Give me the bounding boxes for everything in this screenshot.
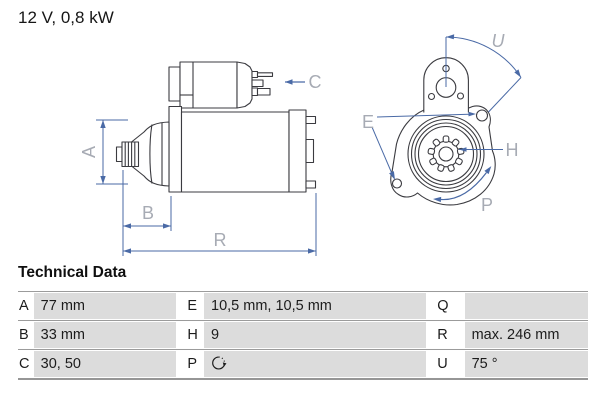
key-cell-q: Q — [426, 293, 464, 319]
terminal-mid — [252, 80, 263, 87]
table-divider — [18, 320, 588, 321]
dimension-c — [285, 79, 305, 84]
key-cell-u: U — [426, 351, 464, 377]
end-cap-tab-bottom — [306, 181, 316, 188]
value-cell-e: 10,5 mm, 10,5 mm — [204, 293, 426, 319]
column-gap — [176, 322, 188, 348]
table-bottom-border — [18, 378, 588, 380]
bolt-hole-upper-right — [477, 110, 488, 121]
key-cell-h: H — [187, 322, 204, 348]
dimension-a-label: A — [79, 145, 99, 159]
pinion-shaft-tip — [117, 147, 123, 162]
key-cell-c: C — [18, 351, 34, 377]
key-cell-p: P — [187, 351, 204, 377]
technical-data-table — [18, 291, 588, 380]
solenoid-body — [180, 62, 237, 108]
table-row — [18, 322, 588, 348]
end-cap-bump — [306, 140, 314, 163]
value-cell-r: max. 246 mm — [465, 322, 588, 348]
terminal-post — [252, 72, 258, 78]
end-view-drawing — [391, 58, 495, 205]
key-cell-e: E — [187, 293, 204, 319]
technical-data-heading: Technical Data — [18, 264, 127, 281]
dimension-r-label: R — [213, 230, 227, 250]
solenoid-step — [169, 67, 180, 101]
value-cell-q — [465, 293, 588, 319]
product-title: 12 V, 0,8 kW — [18, 8, 114, 27]
table-row — [18, 351, 588, 377]
dimension-h-label: H — [505, 140, 519, 160]
rotation-clockwise-icon — [211, 355, 228, 371]
dimension-c-label: C — [308, 72, 322, 92]
solenoid-cap — [237, 62, 252, 108]
value-cell-a: 77 mm — [34, 293, 176, 319]
value-cell-h: 9 — [204, 322, 426, 348]
value-cell-u: 75 ° — [465, 351, 588, 377]
column-gap — [176, 351, 188, 377]
value-cell-p — [204, 351, 426, 377]
value-cell-c: 30, 50 — [34, 351, 176, 377]
bearing-ring-outer — [408, 116, 484, 192]
key-cell-b: B — [18, 322, 34, 348]
column-gap — [176, 293, 188, 319]
key-cell-r: R — [426, 322, 464, 348]
motor-body — [182, 112, 290, 192]
end-cap — [289, 110, 306, 192]
table-row — [18, 293, 588, 319]
pinion-gear-side — [122, 142, 139, 167]
table-divider — [18, 349, 588, 350]
dimension-p-label: P — [480, 195, 494, 215]
value-cell-b: 33 mm — [34, 322, 176, 348]
mounting-flange-side — [169, 107, 182, 193]
table-divider — [18, 291, 588, 292]
dimension-e-label: E — [361, 112, 375, 132]
terminal-low — [258, 89, 271, 96]
dimension-u-label: U — [491, 31, 505, 51]
terminal-rod — [258, 73, 273, 77]
dimension-b-label: B — [141, 203, 155, 223]
bolt-hole-lower-left — [393, 179, 402, 188]
key-cell-a: A — [18, 293, 34, 319]
end-cap-tab-top — [306, 117, 316, 124]
